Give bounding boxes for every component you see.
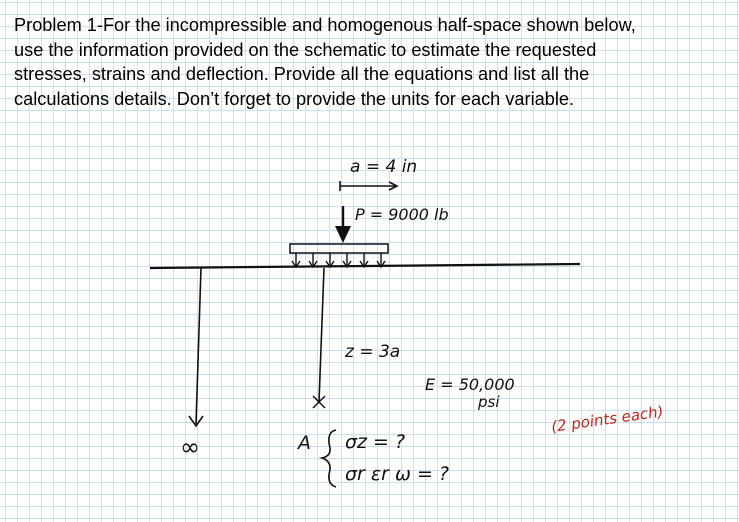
problem-line-1: Problem 1-For the incompressible and homogenous half-space shown below,	[14, 15, 636, 35]
infinity-symbol: ∞	[180, 433, 200, 461]
query-line-2: σr εr ω = ?	[345, 463, 450, 485]
modulus-label: E = 50,000	[425, 375, 515, 394]
point-label: A	[298, 432, 311, 454]
points-note: (2 points each)	[550, 402, 665, 436]
load-label: P = 9000 lb	[355, 205, 449, 224]
depth-label: z = 3a	[345, 342, 401, 362]
problem-line-2: use the information provided on the schematic to estimate the requested	[14, 39, 597, 60]
radius-dimension-arrow	[340, 181, 397, 191]
distributed-load	[290, 244, 388, 267]
radius-label: a = 4 in	[350, 157, 418, 177]
problem-line-4: calculations details. Don’t forget to provide the units for each variable.	[14, 88, 575, 109]
brace	[322, 430, 336, 487]
half-space-depth-arrow	[189, 268, 203, 426]
modulus-unit: psi	[478, 393, 500, 411]
point-load-arrow	[335, 206, 351, 243]
query-line-1: σz = ?	[345, 431, 406, 453]
centerline	[319, 268, 324, 402]
problem-line-3: stresses, strains and deflection. Provide all the equations and list all the	[14, 64, 590, 84]
